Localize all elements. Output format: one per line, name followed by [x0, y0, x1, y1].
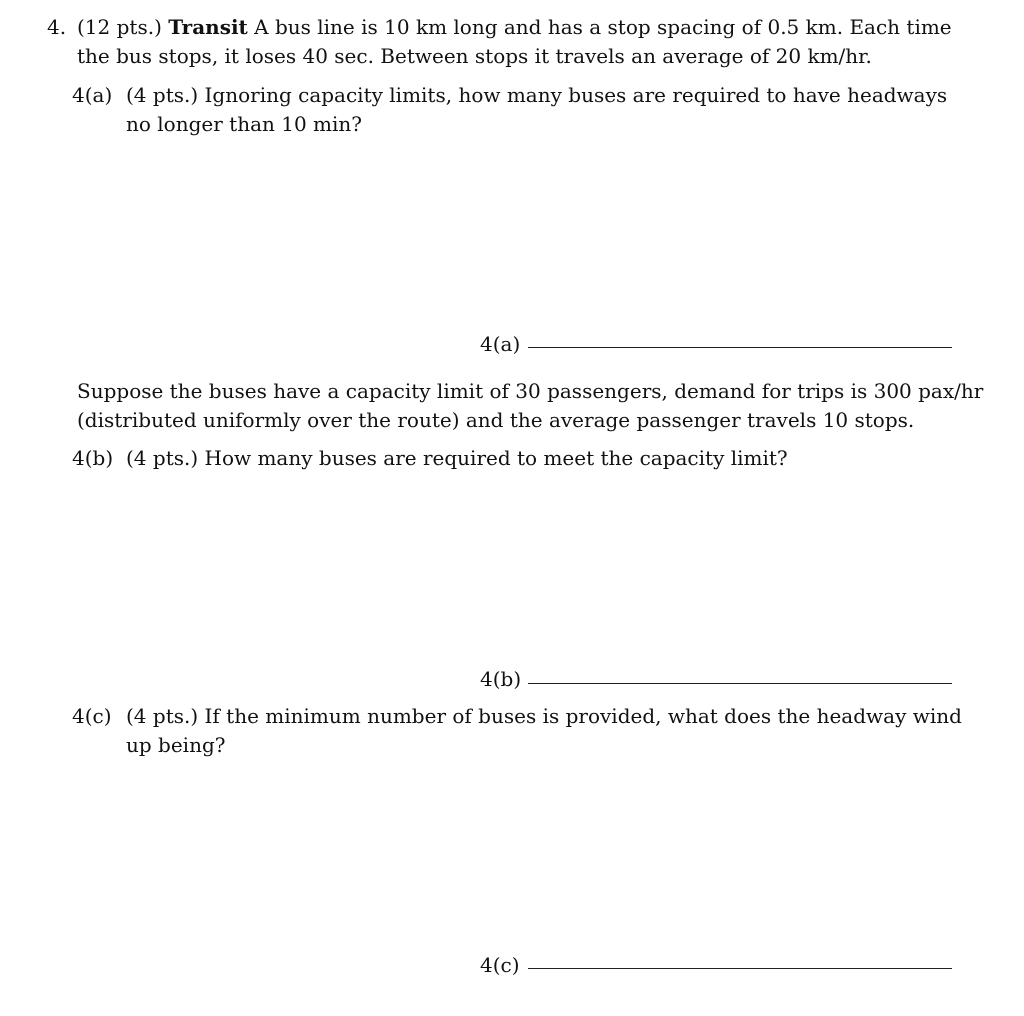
- part-b-text: [126, 444, 956, 473]
- part-c-text: [126, 702, 962, 760]
- part-b-line-1: (4 pts.) How many buses are required to meet the capacity limit?: [126, 446, 788, 470]
- question-statement: [77, 13, 957, 71]
- answer-c-blank[interactable]: [528, 968, 952, 969]
- context-line-2: (distributed uniformly over the route) and the average passenger travels 10 stops.: [77, 408, 915, 432]
- answer-a-label: 4(a): [480, 332, 521, 356]
- part-c-label: 4(c): [72, 704, 112, 728]
- context-paragraph: [77, 377, 984, 435]
- answer-a-blank[interactable]: [528, 347, 952, 348]
- answer-b-label: 4(b): [480, 667, 522, 691]
- question-topic: Transit: [168, 15, 248, 39]
- question-line-1: [77, 13, 957, 42]
- part-c-line-1: (4 pts.) If the minimum number of buses is provided, what does the headway wind: [126, 704, 962, 728]
- part-b-label: 4(b): [72, 446, 114, 470]
- part-a-line-1: (4 pts.) Ignoring capacity limits, how many buses are required to have headways: [126, 83, 948, 107]
- part-a-line-2: no longer than 10 min?: [126, 112, 363, 136]
- answer-c-label: 4(c): [480, 953, 520, 977]
- part-a-text: [126, 81, 956, 139]
- answer-b-blank[interactable]: [528, 683, 952, 684]
- question-line-1-rest: A bus line is 10 km long and has a stop spacing of 0.5 km. Each time: [254, 15, 952, 39]
- context-line-1: Suppose the buses have a capacity limit of 30 passengers, demand for trips is 300 pax/hr: [77, 379, 984, 403]
- part-a-label: 4(a): [72, 83, 113, 107]
- question-number: 4.: [47, 15, 67, 39]
- question-line-2: the bus stops, it loses 40 sec. Between stops it travels an average of 20 km/hr.: [77, 44, 872, 68]
- question-points: (12 pts.): [77, 15, 162, 39]
- part-c-line-2: up being?: [126, 733, 226, 757]
